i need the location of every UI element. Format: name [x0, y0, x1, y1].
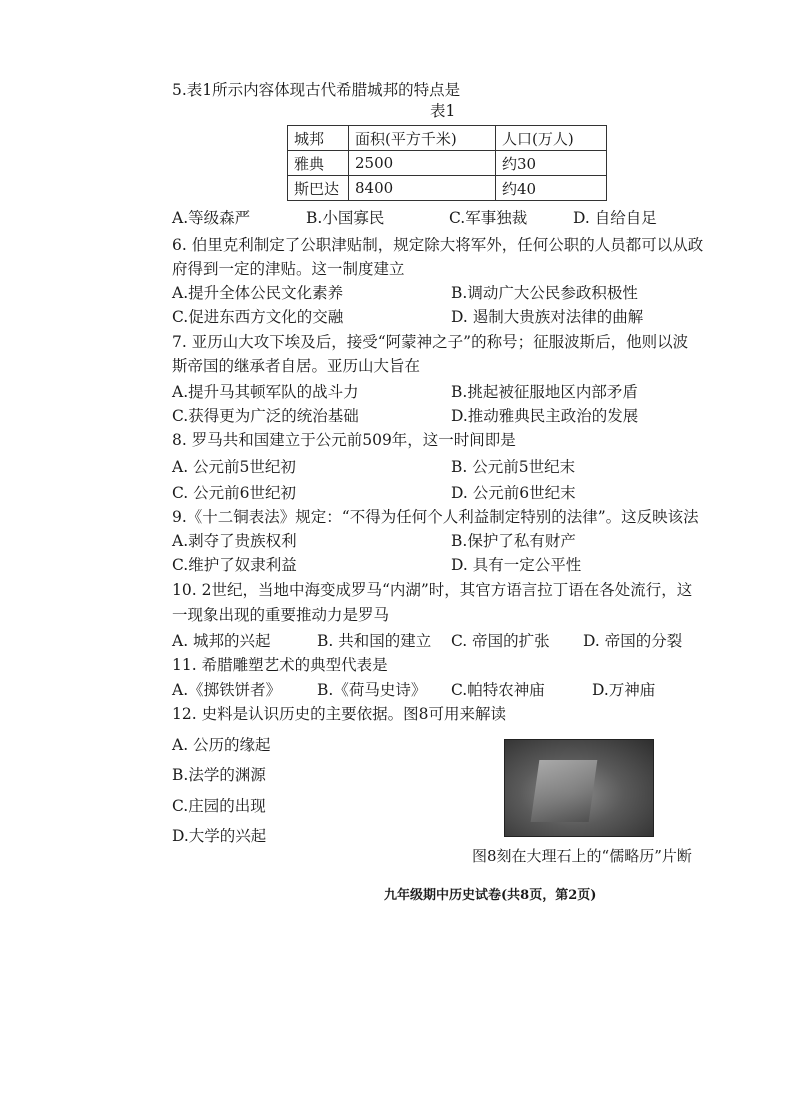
table-cell: 雅典 [288, 151, 349, 176]
q10-option-c: C. 帝国的扩张 [451, 632, 550, 650]
q7-stem-line2: 斯帝国的继承者自居。亚历山大旨在 [172, 357, 421, 375]
q8-option-d: D. 公元前6世纪末 [451, 484, 576, 502]
table-cell: 8400 [349, 176, 496, 201]
julian-calendar-marble-photo [504, 739, 654, 837]
table-row [288, 176, 607, 201]
q7-option-b: B.挑起被征服地区内部矛盾 [451, 383, 638, 401]
q6-stem-line2: 府得到一定的津贴。这一制度建立 [172, 260, 405, 278]
marble-fragment-shape [531, 760, 598, 822]
q9-option-c: C.维护了奴隶利益 [172, 556, 297, 574]
table-header-cell: 面积(平方千米) [349, 126, 496, 151]
q10-stem-line2: 一现象出现的重要推动力是罗马 [172, 606, 390, 624]
city-state-table [287, 125, 607, 201]
q6-stem-line1: 6. 伯里克利制定了公职津贴制，规定除大将军外，任何公职的人员都可以从政 [172, 236, 704, 254]
table-cell: 2500 [349, 151, 496, 176]
q9-option-d: D. 具有一定公平性 [451, 556, 582, 574]
q11-option-b: B.《荷马史诗》 [317, 681, 427, 699]
q8-option-a: A. 公元前5世纪初 [172, 458, 296, 476]
q6-option-a: A.提升全体公民文化素养 [172, 284, 344, 302]
q12-option-a: A. 公历的缘起 [172, 736, 271, 754]
q12-option-c: C.庄园的出现 [172, 797, 266, 815]
table-cell: 约40 [496, 176, 607, 201]
q10-stem-line1: 10. 2世纪，当地中海变成罗马“内湖”时，其官方语言拉丁语在各处流行，这 [172, 581, 693, 599]
q7-option-c: C.获得更为广泛的统治基础 [172, 407, 359, 425]
q9-option-b: B.保护了私有财产 [451, 532, 576, 550]
table-header-cell: 人口(万人) [496, 126, 607, 151]
q7-option-a: A.提升马其顿军队的战斗力 [172, 383, 359, 401]
table-header-cell: 城邦 [288, 126, 349, 151]
table-header-row [288, 126, 607, 151]
q10-option-d: D. 帝国的分裂 [583, 632, 683, 650]
q12-option-d: D.大学的兴起 [172, 827, 267, 845]
page-footer: 九年级期中历史试卷(共8页，第2页) [384, 888, 597, 903]
q8-option-c: C. 公元前6世纪初 [172, 484, 297, 502]
q8-stem: 8. 罗马共和国建立于公元前509年，这一时间即是 [172, 431, 516, 449]
q11-option-d: D.万神庙 [592, 681, 656, 699]
q7-stem-line1: 7. 亚历山大攻下埃及后，接受“阿蒙神之子”的称号；征服波斯后，他则以波 [172, 333, 689, 351]
table-cell: 斯巴达 [288, 176, 349, 201]
q5-stem: 5.表1所示内容体现古代希腊城邦的特点是 [172, 81, 461, 99]
q10-option-b: B. 共和国的建立 [317, 632, 432, 650]
figure-caption: 图8刻在大理石上的“儒略历”片断 [472, 847, 692, 865]
q5-option-b: B.小国寡民 [306, 209, 385, 227]
q5-option-d: D. 自给自足 [573, 209, 657, 227]
table-row [288, 151, 607, 176]
q11-option-c: C.帕特农神庙 [451, 681, 545, 699]
q5-option-c: C.军事独裁 [449, 209, 528, 227]
q7-option-d: D.推动雅典民主政治的发展 [451, 407, 639, 425]
q9-stem: 9.《十二铜表法》规定：“不得为任何个人利益制定特别的法律”。这反映该法 [172, 508, 699, 526]
q10-option-a: A. 城邦的兴起 [172, 632, 271, 650]
table-title: 表1 [430, 102, 456, 120]
q9-option-a: A.剥夺了贵族权利 [172, 532, 297, 550]
q6-option-d: D. 遏制大贵族对法律的曲解 [451, 308, 644, 326]
q12-option-b: B.法学的渊源 [172, 766, 266, 784]
q5-option-a: A.等级森严 [172, 209, 251, 227]
q6-option-c: C.促进东西方文化的交融 [172, 308, 344, 326]
q6-option-b: B.调动广大公民参政积极性 [451, 284, 638, 302]
q8-option-b: B. 公元前5世纪末 [451, 458, 576, 476]
q11-option-a: A.《掷铁饼者》 [172, 681, 282, 699]
q11-stem: 11. 希腊雕塑艺术的典型代表是 [172, 656, 388, 674]
table-cell: 约30 [496, 151, 607, 176]
q12-stem: 12. 史料是认识历史的主要依据。图8可用来解读 [172, 705, 506, 723]
